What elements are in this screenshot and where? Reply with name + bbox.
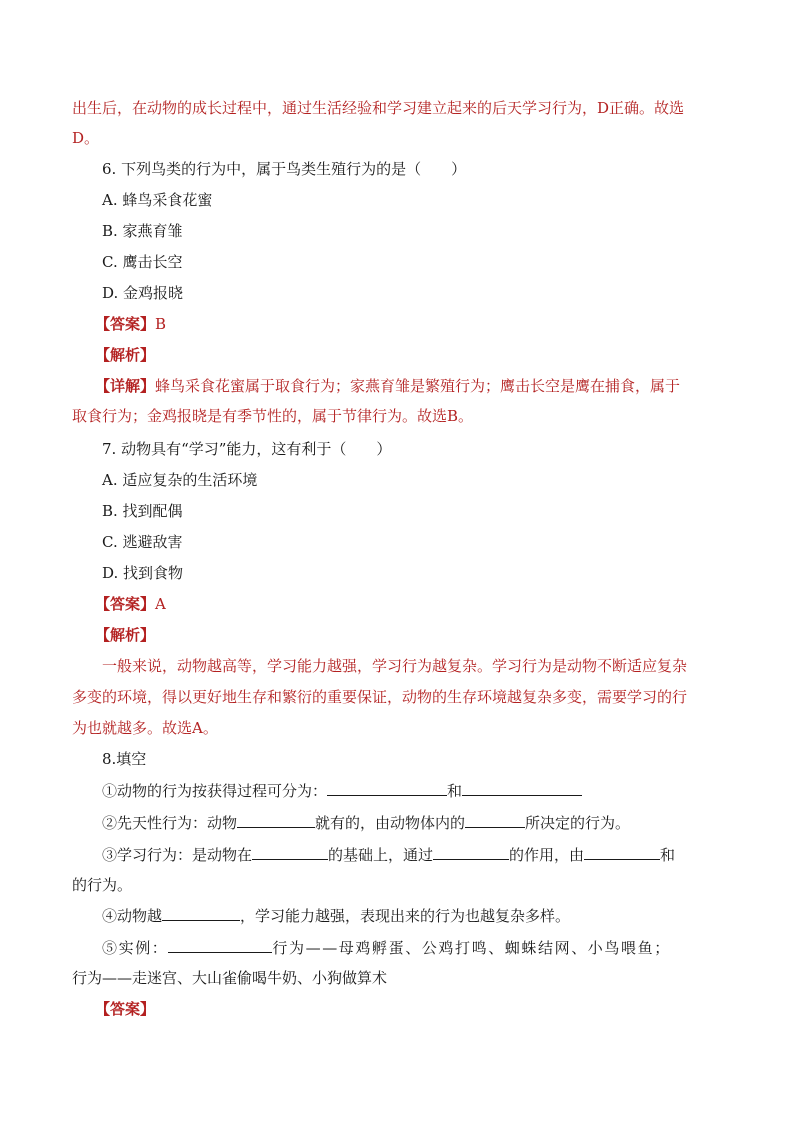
q8-item4: ④动物越 ，学习能力越强，表现出来的行为也越复杂多样。 (102, 907, 571, 925)
fill-blank (237, 813, 315, 828)
fill-blank (327, 781, 447, 796)
fill-blank (162, 906, 240, 921)
q8-answer-tag: 【答案】 (95, 1000, 156, 1018)
q6-option-b: B. 家燕育雏 (102, 222, 183, 240)
q7-analysis-line3: 为也就越多。故选A。 (72, 719, 218, 737)
q6-answer-value: B (155, 315, 167, 333)
q7-option-b: B. 找到配偶 (102, 502, 183, 520)
q7-option-d: D. 找到食物 (102, 564, 184, 582)
q8-item1: ①动物的行为按获得过程可分为： 和 (102, 780, 752, 802)
q5-explanation-line2: D。 (72, 129, 100, 147)
q6-option-c: C. 鹰击长空 (102, 253, 183, 271)
fill-blank (465, 813, 525, 828)
q7-analysis-tag: 【解析】 (95, 626, 156, 644)
q8-item3-line2: 的行为。 (72, 876, 133, 894)
answer-tag: 【答案】 (95, 315, 156, 333)
detail-tag: 【详解】 (95, 377, 156, 395)
q6-option-d: D. 金鸡报晓 (102, 284, 184, 302)
q8-item2: ②先天性行为：动物 就有的，由动物体内的 所决定的行为。 (102, 814, 631, 832)
fill-blank (252, 845, 328, 860)
q6-analysis-tag: 【解析】 (95, 346, 156, 364)
q7-stem: 7. 动物具有“学习”能力，这有利于（ ） (102, 440, 392, 458)
q6-answer (95, 313, 745, 335)
fill-blank (462, 781, 582, 796)
q7-option-c: C. 逃避敌害 (102, 533, 183, 551)
q6-detail-line2: 取食行为；金鸡报晓是有季节性的，属于节律行为。故选B。 (72, 407, 474, 425)
q5-explanation-line1: 出生后，在动物的成长过程中，通过生活经验和学习建立起来的后天学习行为，D正确。故选 (72, 99, 685, 117)
q7-answer: 【答案】A (95, 595, 166, 613)
fill-blank (433, 845, 509, 860)
q8-item5-line2: 行为——走迷宫、大山雀偷喝牛奶、小狗做算术 (72, 969, 388, 987)
q8-stem: 8.填空 (102, 750, 147, 768)
q7-analysis-line1: 一般来说，动物越高等，学习能力越强，学习行为越复杂。学习行为是动物不断适应复杂 (102, 657, 688, 675)
q7-analysis-line2: 多变的环境，得以更好地生存和繁衍的重要保证，动物的生存环境越复杂多变，需要学习的行 (72, 688, 688, 706)
q6-stem: 6. 下列鸟类的行为中，属于鸟类生殖行为的是（ ） (102, 160, 467, 178)
q8-item5: ⑤实例： 行为——母鸡孵蛋、公鸡打鸣、蜘蛛结网、小鸟喂鱼； (102, 939, 671, 957)
fill-blank (168, 938, 272, 953)
q8-item3: ③学习行为：是动物在 的基础上，通过 的作用，由 和 (102, 846, 676, 864)
q6-option-a: A. 蜂鸟采食花蜜 (102, 191, 213, 209)
q7-option-a: A. 适应复杂的生活环境 (102, 471, 258, 489)
q6-detail-line1: 【详解】蜂鸟采食花蜜属于取食行为；家燕育雏是繁殖行为；鹰击长空是鹰在捕食，属于 (95, 377, 681, 395)
q7-answer-value: A (155, 595, 166, 613)
fill-blank (584, 845, 660, 860)
